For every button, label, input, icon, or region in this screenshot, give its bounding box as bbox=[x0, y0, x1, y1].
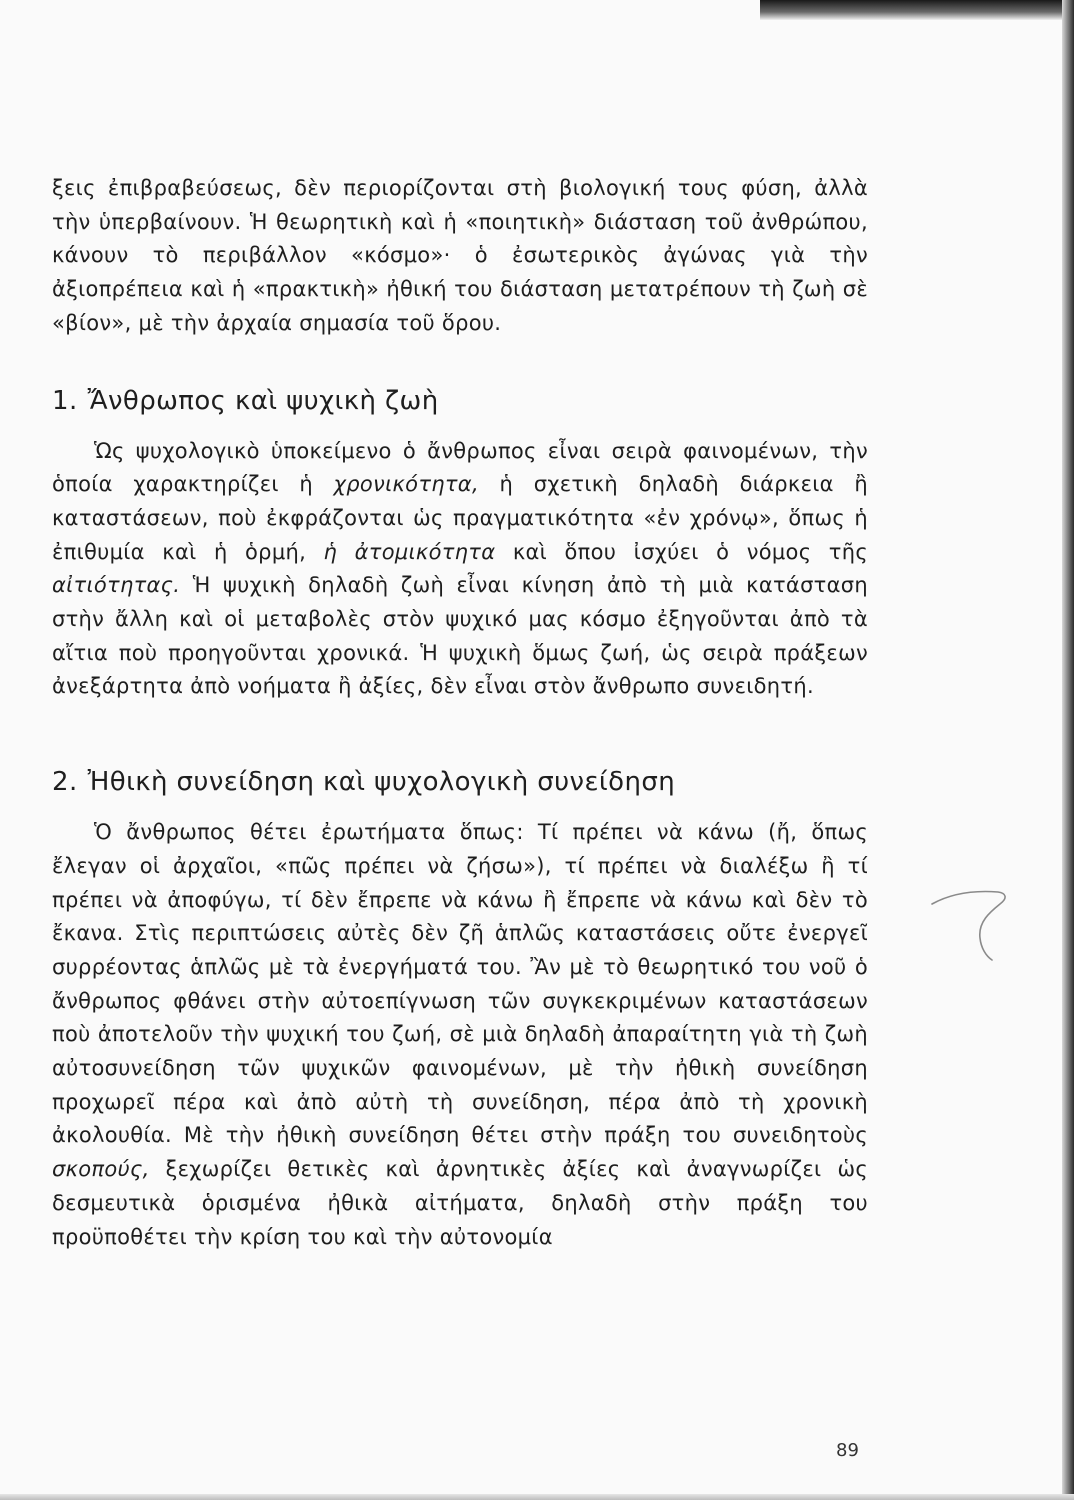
section-1-paragraph bbox=[52, 435, 868, 705]
section-2-title: Ἠθικὴ συνείδηση καὶ ψυχολογικὴ συνείδηση bbox=[87, 767, 676, 798]
term-aitiotitas: αἰτιότητας. bbox=[52, 573, 181, 598]
scan-shadow-top bbox=[760, 0, 1074, 20]
opening-paragraph: ξεις ἐπιβραβεύσεως, δὲν περιορίζονται στὴ βιολογική τους φύση, ἀλλὰ τὴν ὑπερβαίνουν. Ἡ θεωρητικὴ καὶ ἡ «ποιητικὴ» διάσταση τοῦ ἀνθρώπου, κάνουν τὸ περιβάλλον «κόσμο»· ὁ ἐσωτερικὸς ἀγώνας γιὰ τὴν ἀξιοπρέπεια καὶ ἡ «πρακτικὴ» ἠθική του διάσταση μετατρέπουν τὴ ζωὴ σὲ «βίον», μὲ τὴν ἀρχαία σημασία τοῦ ὅρου. bbox=[52, 176, 868, 335]
pencil-margin-mark bbox=[926, 882, 1016, 962]
section-2-text-part-1: Ὁ ἄνθρωπος θέτει ἐρωτήματα ὅπως: Τί πρέπει νὰ κάνω (ἤ, ὅπως ἔλεγαν οἱ ἀρχαῖοι, «πῶς πρέπει νὰ ζήσω»), τί πρέπει νὰ διαλέξω ἢ τί πρέπει νὰ ἀποφύγω, τί δὲν ἔπρεπε νὰ κάνω ἢ ἔπρεπε νὰ κάνω καὶ δὲν τὸ ἔκανα. Στὶς περιπτώσεις αὐτὲς δὲν ζῆ ἁπλῶς καταστάσεις οὔτε ἐνεργεῖ συρρέοντας ἁπλῶς μὲ τὰ ἐνεργήματά του. Ἂν μὲ τὸ θεωρητικό του νοῦ ὁ ἄνθρωπος φθάνει στὴν αὐτοεπίγνωση τῶν συγκεκριμένων καταστάσεων ποὺ ἀποτελοῦν τὴν ψυχική του ζωή, σὲ μιὰ δηλαδὴ ἀπαραίτητη γιὰ τὴ ζωὴ αὐτοσυνείδηση τῶν ψυχικῶν φαινομένων, μὲ τὴν ἠθικὴ συνείδηση προχωρεῖ πέρα καὶ ἀπὸ αὐτὴ τὴ συνείδηση, πέρα ἀπὸ τὴ χρονικὴ ἀκολουθία. Μὲ τὴν ἠθικὴ συνείδηση θέτει στὴν πράξη του συνειδητοὺς bbox=[52, 820, 868, 1148]
section-1-text-part-2: ἡ σχετικὴ δηλαδὴ διάρκεια ἢ καταστάσεων, ποὺ ἐκφράζονται ὡς πραγματικότητα «ἐν χρόνῳ», ὅπως ἡ ἐπιθυμία καὶ ἡ ὁρμή, bbox=[52, 472, 868, 564]
section-2-heading bbox=[52, 766, 868, 798]
section-1-text-part-3: καὶ ὅπου ἰσχύει ὁ νόμος τῆς bbox=[495, 539, 868, 564]
section-1-text-part-1: Ὡς ψυχολογικὸ ὑποκείμενο ὁ ἄνθρωπος εἶναι σειρὰ φαινομένων, τὴν ὁποία χαρακτηρίζει ἡ bbox=[52, 438, 868, 497]
term-atomikotita: ἡ ἀτομικότητα bbox=[323, 539, 496, 564]
text-column bbox=[52, 172, 868, 1254]
page-number: 89 bbox=[836, 1440, 859, 1461]
section-1-heading bbox=[52, 385, 868, 417]
section-2-text-part-2: ξεχωρίζει θετικὲς καὶ ἀρνητικὲς ἀξίες καὶ ἀναγνωρίζει ὡς δεσμευτικὰ ὁρισμένα ἠθικὰ αἰτήματα, δηλαδὴ στὴν πράξη του προϋποθέτει τὴν κρίση του καὶ τὴν αὐτονομία bbox=[52, 1157, 868, 1249]
section-1-text-part-4: Ἡ ψυχικὴ δηλαδὴ ζωὴ εἶναι κίνηση ἀπὸ τὴ μιὰ κατάσταση στὴν ἄλλη καὶ οἱ μεταβολὲς στὸν ψυχικό μας κόσμο ἐξηγοῦνται ἀπὸ τὰ αἴτια ποὺ προηγοῦνται χρονικά. Ἡ ψυχικὴ ὅμως ζωή, ὡς σειρὰ πράξεων ἀνεξάρτητα ἀπὸ νοήματα ἢ ἀξίες, δὲν εἶναι στὸν ἄνθρωπο συνειδητή. bbox=[52, 573, 868, 699]
scan-shadow-bottom bbox=[0, 1494, 1074, 1500]
term-skopous: σκοπούς, bbox=[52, 1157, 150, 1182]
scan-shadow-right bbox=[1062, 0, 1074, 1500]
section-2-paragraph bbox=[52, 816, 868, 1254]
section-1-title: Ἄνθρωπος καὶ ψυχικὴ ζωὴ bbox=[87, 385, 439, 416]
section-2-number: 2. bbox=[52, 767, 78, 798]
section-1-number: 1. bbox=[52, 385, 78, 416]
term-chronikotita: χρονικότητα, bbox=[333, 472, 479, 497]
